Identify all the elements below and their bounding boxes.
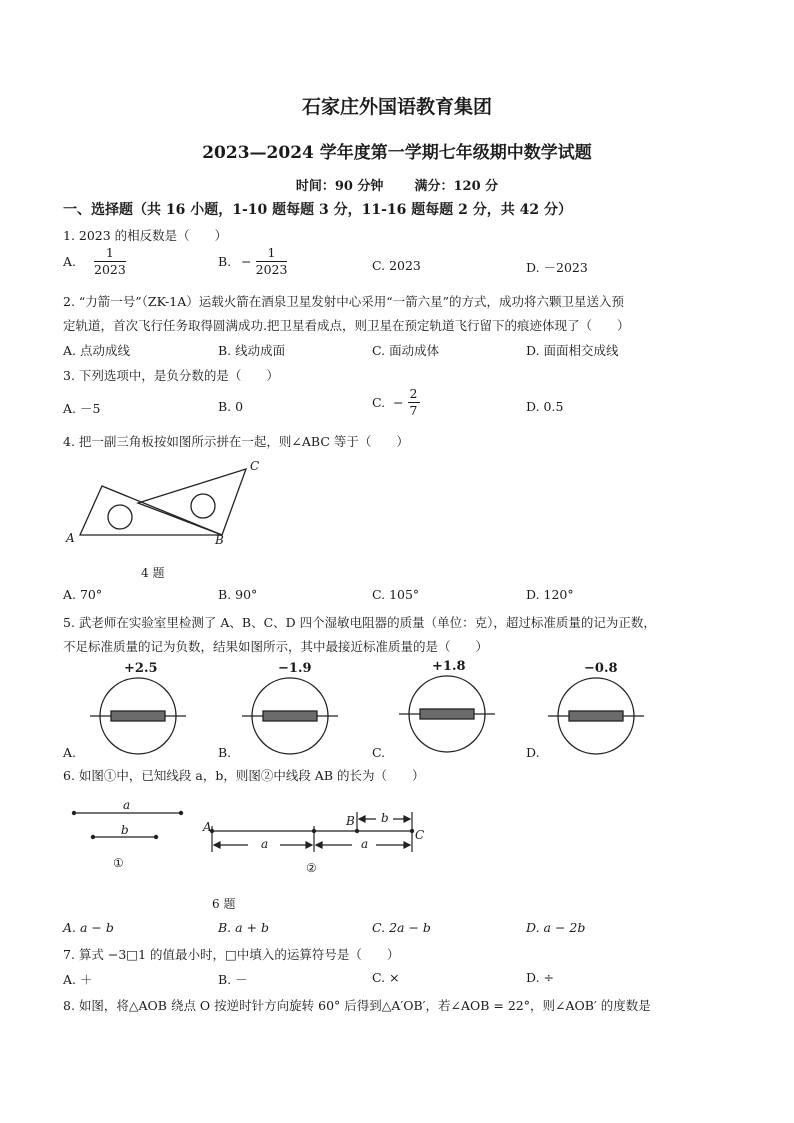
q6-stem: 6. 如图①中，已知线段 a，b，则图②中线段 AB 的长为（ ）: [63, 768, 425, 783]
q6-point-a: A: [203, 820, 212, 834]
q6-caption: 6 题: [212, 897, 236, 911]
q6-arrow-a2: a: [361, 837, 369, 851]
q4-stem: 4. 把一副三角板按如图所示拼在一起，则∠ABC 等于（ ）: [63, 434, 409, 449]
q1-option-b: B. − $\frac{1}{2023}$: [218, 245, 288, 277]
q4-option-d: D. 120°: [526, 587, 574, 602]
q4-caption: 4 题: [141, 566, 165, 580]
section-title: 一、选择题（共 16 小题，1-10 题每题 3 分，11-16 题每题 2 分，共 42 分）: [63, 202, 572, 218]
q3-stem: 3. 下列选项中，是负分数的是（ ）: [63, 368, 279, 383]
q6-point-c: C: [415, 828, 425, 842]
q4-point-b: B: [215, 533, 224, 547]
q5-option-c: C.: [372, 745, 386, 760]
resistor-b-value: −1.9: [278, 661, 312, 676]
q6-fig1-label: ①: [113, 856, 124, 870]
q3-option-d: D. 0.5: [526, 399, 564, 414]
q6-option-b: B. a + b: [218, 920, 270, 935]
resistor-c-value: +1.8: [432, 659, 466, 674]
q6-option-d: D. a − 2b: [526, 920, 586, 935]
q6-option-c: C. 2a − b: [372, 920, 431, 935]
q5-option-d: D.: [526, 745, 540, 760]
q5-stem-line1: 5. 武老师在实验室里检测了 A、B、C、D 四个湿敏电阻器的质量（单位：克），超过标准质量的记为正数，: [63, 615, 656, 630]
q2-stem-line1: 2. “力箭一号”（ZK-1A）运载火箭在酒泉卫星发射中心采用“一箭六星”的方式，成功将六颗卫星送入预: [63, 294, 625, 309]
q5-option-b: B.: [218, 745, 232, 760]
q5-stem-line2: 不足标准质量的记为负数，结果如图所示，其中最接近标准质量的是（ ）: [63, 639, 489, 654]
score-info: 满分：120 分: [414, 179, 499, 194]
q2-option-b: B. 线动成面: [218, 343, 286, 358]
q1-stem: 1. 2023 的相反数是（ ）: [63, 228, 228, 243]
q7-option-b: B. －: [218, 972, 248, 987]
q3-option-b: B. 0: [218, 399, 244, 414]
q5-option-a: A.: [63, 745, 77, 760]
q3-option-c: C. − $\frac{2}{7}$: [372, 386, 418, 418]
q2-option-a: A. 点动成线: [63, 343, 130, 358]
q7-option-c: C. ×: [372, 970, 400, 985]
q6-label-a: a: [123, 798, 131, 812]
resistor-a-value: +2.5: [124, 661, 158, 676]
q2-stem-line2: 定轨道，首次飞行任务取得圆满成功.把卫星看成点，则卫星在预定轨道飞行留下的痕迹体现了（ ）: [63, 318, 630, 333]
q4-point-c: C: [250, 459, 260, 473]
q4-option-c: C. 105°: [372, 587, 420, 602]
time-info: 时间：90 分钟: [295, 179, 384, 194]
q3-option-a: A. －5: [63, 401, 101, 416]
q1-option-d: D. －2023: [526, 260, 588, 275]
q7-stem: 7. 算式 −3□1 的值最小时，□中填入的运算符号是（ ）: [63, 947, 400, 962]
q6-fig2-label: ②: [306, 861, 317, 875]
q4-point-a: A: [66, 531, 75, 545]
q2-option-c: C. 面动成体: [372, 343, 440, 358]
q1-option-c: C. 2023: [372, 258, 421, 273]
q6-label-b: b: [121, 823, 129, 837]
q1-option-a: A. $\frac{1}{2023}$: [63, 245, 126, 277]
q7-option-a: A. ＋: [63, 972, 93, 987]
resistor-d-value: −0.8: [584, 661, 618, 676]
q6-point-b: B: [346, 814, 355, 828]
q4-option-b: B. 90°: [218, 587, 258, 602]
q6-option-a: A. a − b: [63, 920, 114, 935]
q6-arrow-b: b: [381, 811, 389, 825]
exam-title: 2023—2024 学年度第一学期七年级期中数学试题: [202, 143, 592, 163]
q6-arrow-a1: a: [261, 837, 269, 851]
q8-stem: 8. 如图，将△AOB 绕点 O 按逆时针方向旋转 60° 后得到△A′OB′，若∠AOB = 22°，则∠AOB′ 的度数是: [63, 998, 651, 1013]
q2-option-d: D. 面面相交成线: [526, 343, 619, 358]
school-name: 石家庄外国语教育集团: [301, 96, 492, 118]
q4-option-a: A. 70°: [63, 587, 103, 602]
q7-option-d: D. ÷: [526, 970, 554, 985]
